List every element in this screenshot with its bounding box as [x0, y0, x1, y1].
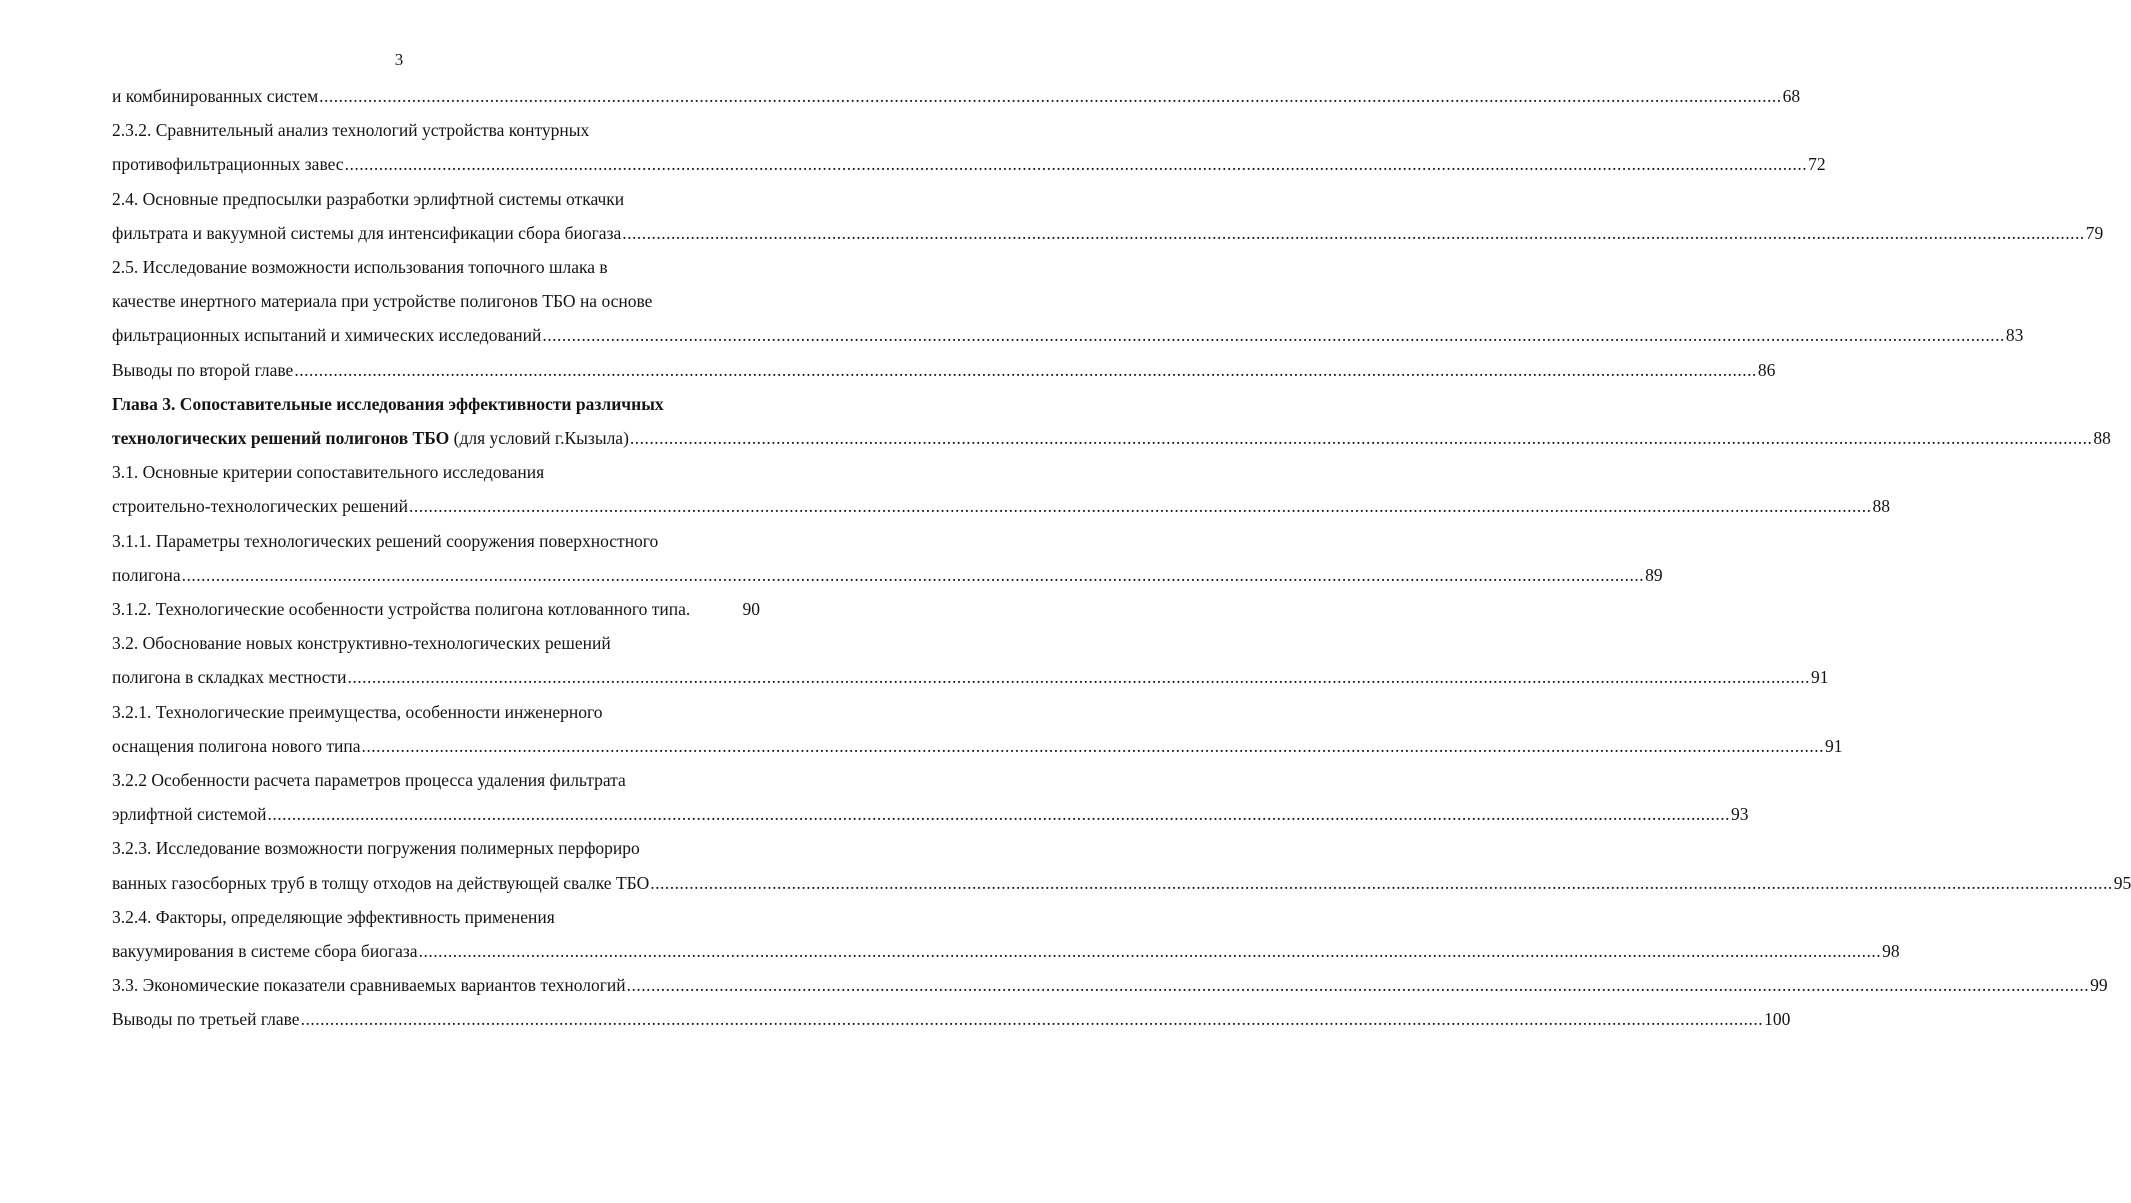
toc-leader-dots: ............................................................................................................................................................................................................................................................................................................ — [181, 565, 1645, 585]
toc-entry-text: Выводы по третьей главе — [112, 1009, 300, 1029]
toc-leader-dots: ............................................................................................................................................................................................................................................................................................................ — [409, 496, 1872, 516]
toc-entry-text: Выводы по второй главе — [112, 360, 294, 380]
toc-entry-text: 3.2.2 Особенности расчета параметров процесса удаления фильтрата — [112, 770, 626, 790]
toc-line — [112, 973, 2108, 997]
toc-page-number: 100 — [1764, 1009, 1791, 1029]
toc-line — [112, 529, 760, 553]
toc-page-number: 95 — [2113, 873, 2131, 893]
toc-line — [112, 597, 760, 621]
toc-entry-text: фильтрационных испытаний и химических исследований — [112, 325, 542, 345]
toc-line — [112, 323, 2024, 347]
toc-line — [112, 494, 1891, 518]
toc-entry-text: фильтрата и вакуумной системы для интенсификации сбора биогаза — [112, 223, 622, 243]
toc-leader-dots: ............................................................................................................................................................................................................................................................................................................ — [650, 873, 2113, 893]
toc-line — [112, 802, 1749, 826]
toc-entry-text: противофильтрационных завес — [112, 154, 344, 174]
toc-entry-text: 3.2.1. Технологические преимущества, особенности инженерного — [112, 702, 603, 722]
toc-leader-dots: ............................................................................................................................................................................................................................................................................................................ — [347, 667, 1810, 687]
toc-line — [112, 905, 760, 929]
toc-entry-text: 3.2. Обоснование новых конструктивно-технологических решений — [112, 633, 611, 653]
toc-page-number: 99 — [2090, 975, 2108, 995]
toc-line — [112, 358, 1776, 382]
toc-line — [112, 460, 760, 484]
toc-line — [112, 631, 760, 655]
toc-line — [112, 734, 1843, 758]
toc-entry-text: эрлифтной системой — [112, 804, 267, 824]
toc-entry-text: полигона в складках местности — [112, 667, 347, 687]
toc-line — [112, 939, 1900, 963]
toc-line — [112, 836, 760, 860]
toc-line — [112, 665, 1829, 689]
toc-entry-text: оснащения полигона нового типа — [112, 736, 361, 756]
toc-page-number: 93 — [1730, 804, 1749, 824]
toc-page-number: 86 — [1757, 360, 1776, 380]
toc-page-number: 90 — [742, 599, 760, 619]
toc-line — [112, 152, 1826, 176]
toc-entry-bold-text: Глава 3. Сопоставительные исследования эффективности различных — [112, 394, 664, 414]
toc-line — [112, 221, 2104, 245]
toc-line — [112, 187, 760, 211]
toc-entry-text: 3.1.2. Технологические особенности устройства полигона котлованного типа. — [112, 599, 691, 619]
toc-entry-text: 3.2.3. Исследование возможности погружения полимерных перфориро — [112, 838, 640, 858]
toc-entry-text: 2.3.2. Сравнительный анализ технологий устройства контурных — [112, 120, 590, 140]
toc-page-number: 79 — [2085, 223, 2104, 243]
toc-leader-dots: ............................................................................................................................................................................................................................................................................................................ — [361, 736, 1824, 756]
toc-entry-text: качестве инертного материала при устройстве полигонов ТБО на основе — [112, 291, 653, 311]
toc-entry-text: 2.4. Основные предпосылки разработки эрлифтной системы откачки — [112, 189, 625, 209]
toc-page-number: 88 — [1872, 496, 1891, 516]
toc-leader-dots: ............................................................................................................................................................................................................................................................................................................ — [344, 154, 1808, 174]
toc-line — [112, 84, 1801, 108]
toc-leader-dots: ............................................................................................................................................................................................................................................................................................................ — [300, 1009, 1764, 1029]
toc-page-number: 98 — [1882, 941, 1900, 961]
toc-entry-bold-text: технологических решений полигонов ТБО — [112, 428, 450, 448]
toc-entry-text: и комбинированных систем — [112, 86, 319, 106]
toc-entry-text: ванных газосборных труб в толщу отходов на действующей свалке ТБО — [112, 873, 650, 893]
toc-leader-dots: ............................................................................................................................................................................................................................................................................................................ — [418, 941, 1882, 961]
page-number: 3 — [394, 50, 404, 69]
toc-line — [112, 700, 760, 724]
toc-page-number: 72 — [1808, 154, 1826, 174]
toc-entry-text — [112, 426, 629, 450]
toc-page-number: 83 — [2005, 325, 2024, 345]
toc-leader-dots: ............................................................................................................................................................................................................................................................................................................ — [319, 86, 1782, 106]
toc-page-number: 91 — [1810, 667, 1829, 687]
toc-entry-text: 3.1.1. Параметры технологических решений сооружения поверхностного — [112, 531, 659, 551]
toc-entry-text — [112, 394, 664, 414]
toc-leader-dots: ............................................................................................................................................................................................................................................................................................................ — [542, 325, 2005, 345]
toc-line — [112, 1007, 1791, 1031]
toc-page-number: 91 — [1825, 736, 1843, 756]
toc-leader-dots: ............................................................................................................................................................................................................................................................................................................ — [622, 223, 2085, 243]
toc-entry-text: 3.1. Основные критерии сопоставительного исследования — [112, 462, 545, 482]
toc-entry-text: 2.5. Исследование возможности использования топочного шлака в — [112, 257, 608, 277]
toc-line — [112, 768, 760, 792]
toc-line — [112, 118, 760, 142]
toc-leader-dots: ............................................................................................................................................................................................................................................................................................................ — [294, 360, 1757, 380]
toc-line — [112, 289, 760, 313]
toc-line — [112, 255, 760, 279]
toc-line — [112, 563, 1663, 587]
toc-leader-dots: ............................................................................................................................................................................................................................................................................................................ — [626, 975, 2090, 995]
toc-entry-normal-text: (для условий г.Кызыла) — [449, 428, 629, 448]
toc-leader-dots: ............................................................................................................................................................................................................................................................................................................ — [267, 804, 1730, 824]
toc-line — [112, 392, 760, 416]
toc-page-number: 88 — [2093, 428, 2111, 448]
toc-entry-text: полигона — [112, 565, 181, 585]
toc-line — [112, 426, 2111, 450]
toc-entry-text: 3.2.4. Факторы, определяющие эффективность применения — [112, 907, 555, 927]
toc-entry-text: строительно-технологических решений — [112, 496, 409, 516]
toc-entry-text: вакуумирования в системе сбора биогаза — [112, 941, 418, 961]
toc-entry-text: 3.3. Экономические показатели сравниваемых вариантов технологий — [112, 975, 626, 995]
toc-line — [112, 871, 2131, 895]
toc-page-number: 89 — [1645, 565, 1663, 585]
toc-page-number: 68 — [1782, 86, 1801, 106]
toc-leader-dots: ............................................................................................................................................................................................................................................................................................................ — [629, 428, 2093, 448]
